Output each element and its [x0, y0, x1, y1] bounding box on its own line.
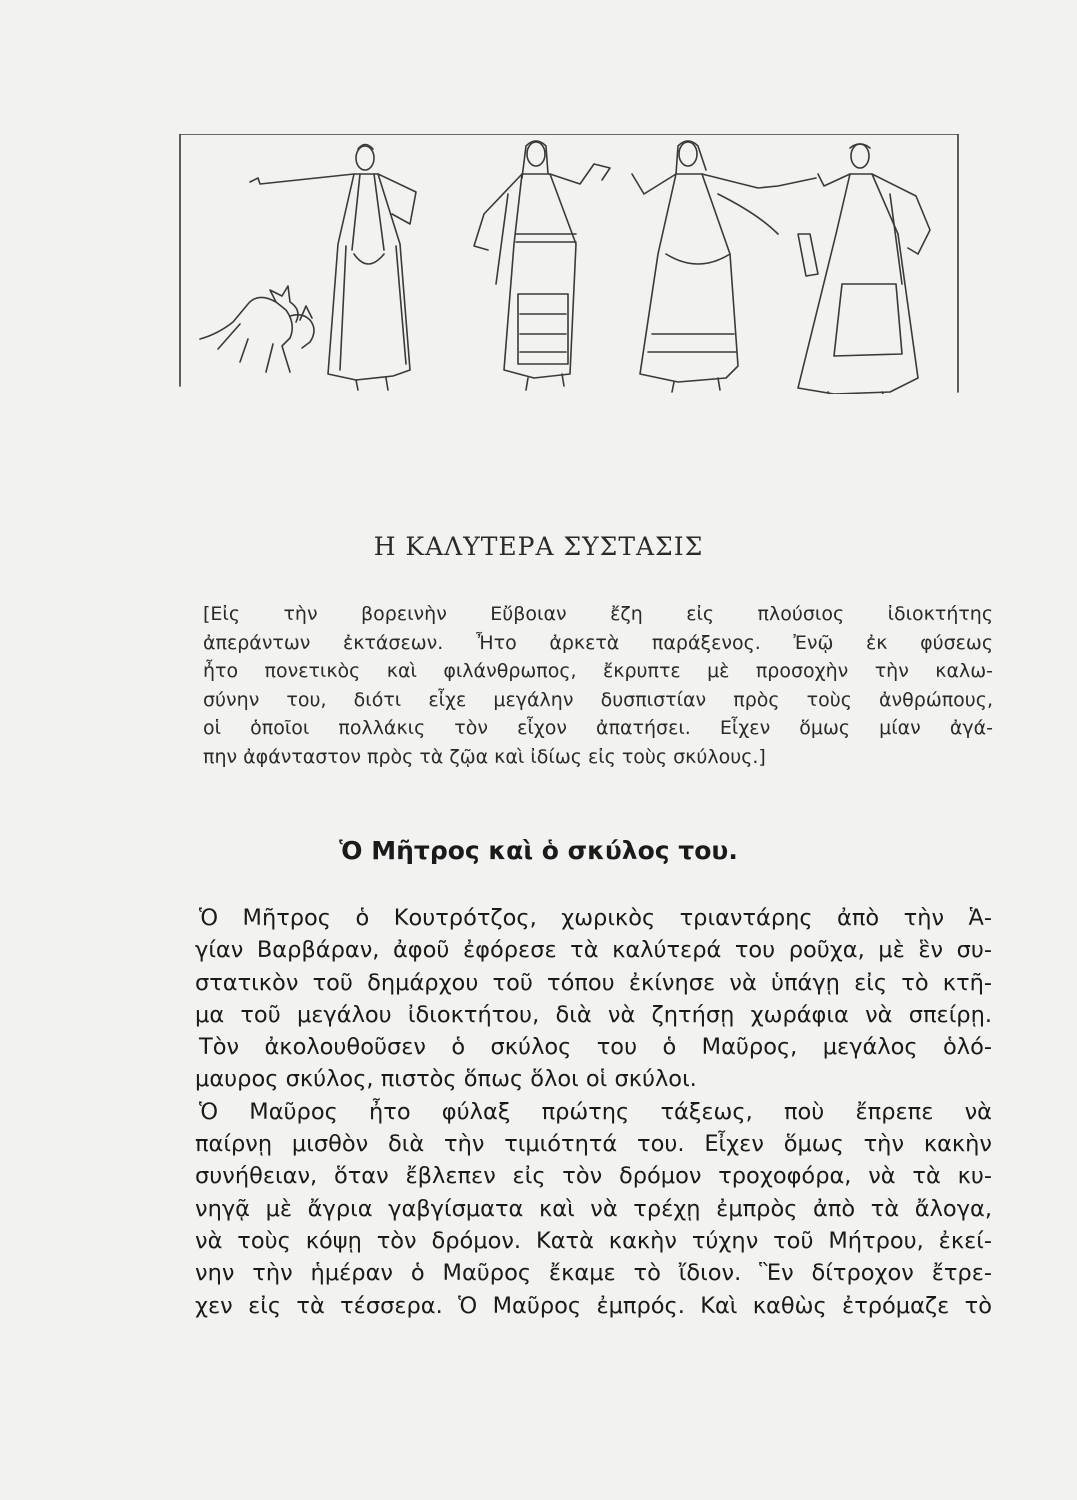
body-line: συνήθειαν, ὅταν ἔβλεπεν εἰς τὸν δρόμον τροχοφόρα, νὰ τὰ κυ-	[195, 1163, 992, 1190]
intro-line: οἱ ὁποῖοι πολλάκις τὸν εἶχον ἀπατήσει. Εἶχεν ὅμως μίαν ἀγά-	[203, 717, 993, 739]
body-line: παίρνῃ μισθὸν διὰ τὴν τιμιότητά του. Εἶχεν ὅμως τὴν κακὴν	[195, 1131, 992, 1158]
body-line: Ὁ Μῆτρος ὁ Κουτρότζος, χωρικὸς τριαντάρης ἀπὸ τὴν Ἁ-	[199, 905, 992, 931]
intro-line: ἀπεράντων ἐκτάσεων. Ἦτο ἀρκετὰ παράξενος. Ἐνῷ ἐκ φύσεως	[203, 631, 993, 654]
body-line: χεν εἰς τὰ τέσσερα. Ὁ Μαῦρος ἐμπρός. Καὶ καθὼς ἐτρόμαζε τὸ	[195, 1292, 992, 1319]
intro-line: πην ἀφάνταστον πρὸς τὰ ζῷα καὶ ἰδίως εἰς τοὺς σκύλους.]	[203, 745, 766, 768]
intro-line: [Εἰς τὴν βορεινὴν Εὔβοιαν ἔζη εἰς πλούσιος ἰδιοκτήτης	[203, 603, 993, 625]
woman-figure-4	[798, 144, 930, 394]
illustration-drawing	[178, 134, 960, 394]
woman-figure-2	[474, 141, 610, 390]
dancing-women-illustration	[178, 134, 960, 394]
intro-line: ἦτο πονετικὸς καὶ φιλάνθρωπος, ἔκρυπτε μὲ προσοχὴν τὴν καλω-	[203, 660, 993, 682]
woman-figure-1	[250, 145, 416, 391]
woman-figure-3	[632, 141, 816, 392]
body-line: γίαν Βαρβάραν, ἀφοῦ ἐφόρεσε τὰ καλύτερά του ροῦχα, μὲ ἓν συ-	[195, 937, 992, 964]
intro-paragraph	[203, 600, 993, 771]
intro-line: σύνην του, διότι εἶχε μεγάλην δυσπιστίαν πρὸς τοὺς ἀνθρώπους,	[203, 688, 993, 711]
body-line: νὰ τοὺς κόψῃ τὸν δρόμον. Κατὰ κακὴν τύχην τοῦ Μήτρου, ἐκεί-	[195, 1227, 992, 1254]
body-line: Ὁ Μαῦρος ἦτο φύλαξ πρώτης τάξεως, ποὺ ἔπρεπε νὰ	[199, 1098, 992, 1125]
story-body	[195, 902, 992, 1322]
body-line: Τὸν ἀκολουθοῦσεν ὁ σκύλος του ὁ Μαῦρος, μεγάλος ὁλό-	[199, 1034, 992, 1061]
dog-figure	[200, 286, 314, 372]
body-line: μα τοῦ μεγάλου ἰδιοκτήτου, διὰ νὰ ζητήσῃ χωράφια νὰ σπείρῃ.	[195, 1001, 992, 1028]
body-line: νηγᾷ μὲ ἄγρια γαβγίσματα καὶ νὰ τρέχῃ ἐμπρὸς ἀπὸ τὰ ἄλογα,	[195, 1195, 992, 1222]
body-line: νην τὴν ἡμέραν ὁ Μαῦρος ἔκαμε τὸ ἴδιον. Ἓν δίτροχον ἔτρε-	[195, 1260, 992, 1287]
section-subtitle: Ὁ Μῆτρος καὶ ὁ σκύλος του.	[339, 836, 738, 865]
page-title: Η ΚΑΛΥΤΕΡΑ ΣΥΣΤΑΣΙΣ	[373, 532, 704, 561]
body-line: στατικὸν τοῦ δημάρχου τοῦ τόπου ἐκίνησε νὰ ὑπάγῃ εἰς τὸ κτῆ-	[195, 969, 992, 996]
body-line: μαυρος σκύλος, πιστὸς ὅπως ὅλοι οἱ σκύλοι.	[195, 1066, 697, 1093]
